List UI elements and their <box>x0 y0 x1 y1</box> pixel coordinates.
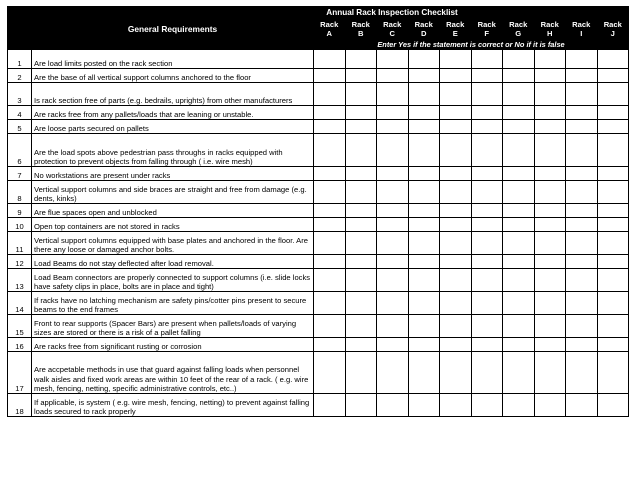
answer-cell-rack-i[interactable] <box>566 69 598 83</box>
answer-cell-rack-g[interactable] <box>503 218 535 232</box>
row-number: 16 <box>8 338 32 352</box>
answer-cell-rack-b[interactable] <box>345 106 377 120</box>
answer-cell-rack-e[interactable] <box>440 232 472 255</box>
answer-cell-rack-h[interactable] <box>534 315 566 338</box>
answer-cell-rack-a[interactable] <box>314 352 346 394</box>
answer-cell-rack-a[interactable] <box>314 255 346 269</box>
requirement-text: Are load limits posted on the rack section <box>32 50 314 69</box>
answer-cell-rack-j[interactable] <box>597 204 629 218</box>
answer-cell-rack-c[interactable] <box>377 134 409 167</box>
answer-cell-rack-b[interactable] <box>345 50 377 69</box>
answer-cell-rack-g[interactable] <box>503 269 535 292</box>
row-number: 14 <box>8 292 32 315</box>
answer-cell-rack-a[interactable] <box>314 204 346 218</box>
checklist-row <box>8 338 629 352</box>
checklist-row <box>8 352 629 394</box>
answer-cell-rack-f[interactable] <box>471 106 503 120</box>
answer-cell-rack-a[interactable] <box>314 134 346 167</box>
answer-cell-rack-i[interactable] <box>566 292 598 315</box>
answer-cell-rack-j[interactable] <box>597 120 629 134</box>
answer-cell-rack-a[interactable] <box>314 181 346 204</box>
answer-cell-rack-f[interactable] <box>471 181 503 204</box>
answer-cell-rack-b[interactable] <box>345 338 377 352</box>
answer-cell-rack-a[interactable] <box>314 69 346 83</box>
answer-cell-rack-i[interactable] <box>566 315 598 338</box>
answer-cell-rack-g[interactable] <box>503 352 535 394</box>
answer-cell-rack-g[interactable] <box>503 255 535 269</box>
answer-cell-rack-f[interactable] <box>471 218 503 232</box>
answer-cell-rack-e[interactable] <box>440 352 472 394</box>
answer-cell-rack-j[interactable] <box>597 218 629 232</box>
answer-cell-rack-e[interactable] <box>440 120 472 134</box>
answer-cell-rack-a[interactable] <box>314 232 346 255</box>
answer-cell-rack-j[interactable] <box>597 69 629 83</box>
answer-cell-rack-j[interactable] <box>597 167 629 181</box>
answer-cell-rack-g[interactable] <box>503 394 535 417</box>
rack-inspection-checklist <box>7 6 628 417</box>
answer-cell-rack-c[interactable] <box>377 106 409 120</box>
answer-cell-rack-f[interactable] <box>471 167 503 181</box>
row-number: 17 <box>8 352 32 394</box>
requirement-text: Front to rear supports (Spacer Bars) are present when pallets/loads of varying sizes are stored or there is a risk of a pallet falling <box>32 315 314 338</box>
checklist-row <box>8 50 629 69</box>
answer-cell-rack-d[interactable] <box>408 167 440 181</box>
answer-cell-rack-h[interactable] <box>534 167 566 181</box>
answer-cell-rack-b[interactable] <box>345 120 377 134</box>
checklist-row <box>8 218 629 232</box>
answer-cell-rack-a[interactable] <box>314 218 346 232</box>
answer-cell-rack-d[interactable] <box>408 50 440 69</box>
answer-cell-rack-b[interactable] <box>345 315 377 338</box>
row-number: 11 <box>8 232 32 255</box>
checklist-row <box>8 69 629 83</box>
answer-cell-rack-d[interactable] <box>408 69 440 83</box>
answer-cell-rack-i[interactable] <box>566 232 598 255</box>
answer-cell-rack-d[interactable] <box>408 83 440 106</box>
answer-cell-rack-f[interactable] <box>471 204 503 218</box>
answer-cell-rack-b[interactable] <box>345 269 377 292</box>
row-number: 15 <box>8 315 32 338</box>
answer-cell-rack-h[interactable] <box>534 106 566 120</box>
row-number: 8 <box>8 181 32 204</box>
answer-cell-rack-i[interactable] <box>566 338 598 352</box>
answer-cell-rack-g[interactable] <box>503 167 535 181</box>
answer-cell-rack-i[interactable] <box>566 167 598 181</box>
answer-cell-rack-h[interactable] <box>534 69 566 83</box>
answer-cell-rack-e[interactable] <box>440 69 472 83</box>
answer-cell-rack-c[interactable] <box>377 181 409 204</box>
answer-cell-rack-e[interactable] <box>440 269 472 292</box>
answer-cell-rack-d[interactable] <box>408 269 440 292</box>
checklist-table <box>7 6 629 417</box>
answer-cell-rack-i[interactable] <box>566 218 598 232</box>
answer-cell-rack-j[interactable] <box>597 181 629 204</box>
answer-cell-rack-g[interactable] <box>503 232 535 255</box>
answer-cell-rack-b[interactable] <box>345 394 377 417</box>
requirement-text: Open top containers are not stored in racks <box>32 218 314 232</box>
rack-header-j: Rack J <box>597 19 629 41</box>
answer-cell-rack-j[interactable] <box>597 394 629 417</box>
answer-cell-rack-b[interactable] <box>345 83 377 106</box>
checklist-row <box>8 181 629 204</box>
answer-cell-rack-d[interactable] <box>408 232 440 255</box>
checklist-row <box>8 269 629 292</box>
answer-cell-rack-i[interactable] <box>566 394 598 417</box>
checklist-row <box>8 315 629 338</box>
answer-cell-rack-d[interactable] <box>408 134 440 167</box>
checklist-row <box>8 394 629 417</box>
requirement-text: No workstations are present under racks <box>32 167 314 181</box>
answer-cell-rack-d[interactable] <box>408 204 440 218</box>
checklist-row <box>8 232 629 255</box>
answer-cell-rack-c[interactable] <box>377 352 409 394</box>
answer-cell-rack-h[interactable] <box>534 255 566 269</box>
rack-header-g: Rack G <box>503 19 535 41</box>
answer-cell-rack-c[interactable] <box>377 338 409 352</box>
answer-cell-rack-i[interactable] <box>566 83 598 106</box>
answer-cell-rack-e[interactable] <box>440 106 472 120</box>
checklist-row <box>8 120 629 134</box>
answer-cell-rack-c[interactable] <box>377 50 409 69</box>
answer-cell-rack-a[interactable] <box>314 167 346 181</box>
answer-cell-rack-e[interactable] <box>440 255 472 269</box>
rack-header-h: Rack H <box>534 19 566 41</box>
answer-cell-rack-b[interactable] <box>345 255 377 269</box>
answer-cell-rack-i[interactable] <box>566 352 598 394</box>
answer-cell-rack-c[interactable] <box>377 204 409 218</box>
answer-cell-rack-f[interactable] <box>471 255 503 269</box>
answer-cell-rack-j[interactable] <box>597 83 629 106</box>
answer-cell-rack-h[interactable] <box>534 292 566 315</box>
answer-cell-rack-f[interactable] <box>471 50 503 69</box>
answer-cell-rack-a[interactable] <box>314 292 346 315</box>
row-number: 3 <box>8 83 32 106</box>
rack-header-c: Rack C <box>377 19 409 41</box>
answer-cell-rack-e[interactable] <box>440 134 472 167</box>
answer-cell-rack-c[interactable] <box>377 120 409 134</box>
answer-cell-rack-f[interactable] <box>471 69 503 83</box>
answer-cell-rack-g[interactable] <box>503 292 535 315</box>
requirement-text: Is rack section free of parts (e.g. bedrails, uprights) from other manufacturers <box>32 83 314 106</box>
checklist-row <box>8 204 629 218</box>
answer-cell-rack-h[interactable] <box>534 83 566 106</box>
checklist-title: Annual Rack Inspection Checklist <box>8 7 629 19</box>
answer-cell-rack-c[interactable] <box>377 69 409 83</box>
answer-cell-rack-g[interactable] <box>503 83 535 106</box>
answer-cell-rack-a[interactable] <box>314 269 346 292</box>
answer-cell-rack-e[interactable] <box>440 394 472 417</box>
answer-cell-rack-g[interactable] <box>503 120 535 134</box>
rack-header-f: Rack F <box>471 19 503 41</box>
row-number: 4 <box>8 106 32 120</box>
general-requirements-header: General Requirements <box>32 19 314 41</box>
answer-cell-rack-d[interactable] <box>408 218 440 232</box>
answer-cell-rack-c[interactable] <box>377 315 409 338</box>
answer-cell-rack-a[interactable] <box>314 120 346 134</box>
answer-cell-rack-f[interactable] <box>471 338 503 352</box>
answer-cell-rack-a[interactable] <box>314 106 346 120</box>
answer-cell-rack-i[interactable] <box>566 255 598 269</box>
rack-header-a: Rack A <box>314 19 346 41</box>
answer-cell-rack-i[interactable] <box>566 120 598 134</box>
answer-cell-rack-h[interactable] <box>534 181 566 204</box>
answer-cell-rack-f[interactable] <box>471 269 503 292</box>
answer-cell-rack-j[interactable] <box>597 106 629 120</box>
rack-header-d: Rack D <box>408 19 440 41</box>
row-number: 6 <box>8 134 32 167</box>
answer-cell-rack-f[interactable] <box>471 292 503 315</box>
checklist-row <box>8 134 629 167</box>
answer-cell-rack-i[interactable] <box>566 181 598 204</box>
answer-cell-rack-h[interactable] <box>534 204 566 218</box>
answer-cell-rack-c[interactable] <box>377 292 409 315</box>
answer-cell-rack-e[interactable] <box>440 83 472 106</box>
checklist-row <box>8 106 629 120</box>
answer-cell-rack-e[interactable] <box>440 218 472 232</box>
answer-cell-rack-g[interactable] <box>503 204 535 218</box>
rack-header-e: Rack E <box>440 19 472 41</box>
requirement-text: Are loose parts secured on pallets <box>32 120 314 134</box>
answer-cell-rack-f[interactable] <box>471 352 503 394</box>
rack-header-i: Rack I <box>566 19 598 41</box>
answer-cell-rack-j[interactable] <box>597 269 629 292</box>
answer-cell-rack-e[interactable] <box>440 204 472 218</box>
answer-cell-rack-e[interactable] <box>440 292 472 315</box>
answer-cell-rack-b[interactable] <box>345 218 377 232</box>
answer-cell-rack-b[interactable] <box>345 181 377 204</box>
requirement-text: Are racks free from significant rusting or corrosion <box>32 338 314 352</box>
answer-cell-rack-c[interactable] <box>377 83 409 106</box>
answer-cell-rack-h[interactable] <box>534 338 566 352</box>
answer-cell-rack-b[interactable] <box>345 352 377 394</box>
answer-cell-rack-j[interactable] <box>597 50 629 69</box>
answer-cell-rack-d[interactable] <box>408 394 440 417</box>
row-number: 2 <box>8 69 32 83</box>
answer-cell-rack-e[interactable] <box>440 315 472 338</box>
row-number: 9 <box>8 204 32 218</box>
answer-cell-rack-h[interactable] <box>534 269 566 292</box>
answer-cell-rack-a[interactable] <box>314 83 346 106</box>
answer-cell-rack-h[interactable] <box>534 232 566 255</box>
answer-cell-rack-g[interactable] <box>503 181 535 204</box>
requirement-text: If applicable, is system ( e.g. wire mesh, fencing, netting) to prevent against falling loads secured to rack properly <box>32 394 314 417</box>
answer-cell-rack-d[interactable] <box>408 181 440 204</box>
answer-cell-rack-f[interactable] <box>471 394 503 417</box>
answer-cell-rack-c[interactable] <box>377 232 409 255</box>
answer-cell-rack-b[interactable] <box>345 204 377 218</box>
answer-cell-rack-b[interactable] <box>345 232 377 255</box>
answer-cell-rack-d[interactable] <box>408 106 440 120</box>
answer-cell-rack-f[interactable] <box>471 120 503 134</box>
answer-cell-rack-i[interactable] <box>566 50 598 69</box>
answer-cell-rack-h[interactable] <box>534 120 566 134</box>
answer-cell-rack-g[interactable] <box>503 338 535 352</box>
answer-cell-rack-g[interactable] <box>503 50 535 69</box>
requirement-text: If racks have no latching mechanism are safety pins/cotter pins present to secure beams to the end frames <box>32 292 314 315</box>
answer-cell-rack-g[interactable] <box>503 106 535 120</box>
requirement-text: Are racks free from any pallets/loads that are leaning or unstable. <box>32 106 314 120</box>
answer-cell-rack-e[interactable] <box>440 338 472 352</box>
answer-cell-rack-h[interactable] <box>534 218 566 232</box>
requirement-text: Are the load spots above pedestrian pass throughs in racks equipped with protection to prevent objects from falling through ( i.e. wire mesh) <box>32 134 314 167</box>
row-number: 10 <box>8 218 32 232</box>
requirement-text: Are accpetable methods in use that guard against falling loads when personnel walk aisles and fixed work areas are within 10 feet of the rear of a rack. ( e.g. wire mesh, fencing, netting, specific administrative controls, etc..) <box>32 352 314 394</box>
answer-cell-rack-c[interactable] <box>377 394 409 417</box>
checklist-row <box>8 292 629 315</box>
answer-cell-rack-d[interactable] <box>408 120 440 134</box>
answer-cell-rack-d[interactable] <box>408 352 440 394</box>
answer-cell-rack-j[interactable] <box>597 134 629 167</box>
answer-cell-rack-j[interactable] <box>597 315 629 338</box>
answer-cell-rack-a[interactable] <box>314 315 346 338</box>
answer-cell-rack-e[interactable] <box>440 181 472 204</box>
answer-cell-rack-a[interactable] <box>314 50 346 69</box>
answer-cell-rack-h[interactable] <box>534 394 566 417</box>
answer-cell-rack-g[interactable] <box>503 315 535 338</box>
checklist-row <box>8 167 629 181</box>
row-number: 5 <box>8 120 32 134</box>
answer-cell-rack-j[interactable] <box>597 352 629 394</box>
requirement-text: Vertical support columns equipped with base plates and anchored in the floor. Are there any loose or damaged anchor bolts. <box>32 232 314 255</box>
answer-cell-rack-i[interactable] <box>566 106 598 120</box>
answer-cell-rack-i[interactable] <box>566 204 598 218</box>
answer-cell-rack-a[interactable] <box>314 338 346 352</box>
answer-cell-rack-h[interactable] <box>534 50 566 69</box>
checklist-row <box>8 83 629 106</box>
requirement-text: Load Beams do not stay deflected after load removal. <box>32 255 314 269</box>
answer-cell-rack-j[interactable] <box>597 338 629 352</box>
row-number: 1 <box>8 50 32 69</box>
answer-cell-rack-e[interactable] <box>440 50 472 69</box>
answer-cell-rack-b[interactable] <box>345 69 377 83</box>
answer-cell-rack-i[interactable] <box>566 134 598 167</box>
requirement-text: Vertical support columns and side braces are straight and free from damage (e.g. dents, kinks) <box>32 181 314 204</box>
row-number: 12 <box>8 255 32 269</box>
answer-cell-rack-f[interactable] <box>471 134 503 167</box>
row-number: 13 <box>8 269 32 292</box>
instruction-text: Enter Yes if the statement is correct or No if it is false <box>314 41 629 50</box>
answer-cell-rack-b[interactable] <box>345 134 377 167</box>
row-number: 18 <box>8 394 32 417</box>
answer-cell-rack-j[interactable] <box>597 232 629 255</box>
answer-cell-rack-b[interactable] <box>345 167 377 181</box>
answer-cell-rack-a[interactable] <box>314 394 346 417</box>
rack-header-b: Rack B <box>345 19 377 41</box>
answer-cell-rack-d[interactable] <box>408 315 440 338</box>
answer-cell-rack-g[interactable] <box>503 134 535 167</box>
requirement-text: Are flue spaces open and unblocked <box>32 204 314 218</box>
answer-cell-rack-f[interactable] <box>471 315 503 338</box>
answer-cell-rack-i[interactable] <box>566 269 598 292</box>
answer-cell-rack-c[interactable] <box>377 167 409 181</box>
answer-cell-rack-c[interactable] <box>377 218 409 232</box>
requirement-text: Load Beam connectors are properly connected to support columns (i.e. slide locks have safety clips in place, bolts are in place and tight) <box>32 269 314 292</box>
row-number: 7 <box>8 167 32 181</box>
answer-cell-rack-f[interactable] <box>471 83 503 106</box>
answer-cell-rack-c[interactable] <box>377 255 409 269</box>
checklist-row <box>8 255 629 269</box>
answer-cell-rack-d[interactable] <box>408 292 440 315</box>
answer-cell-rack-f[interactable] <box>471 232 503 255</box>
answer-cell-rack-h[interactable] <box>534 352 566 394</box>
requirement-text: Are the base of all vertical support columns anchored to the floor <box>32 69 314 83</box>
answer-cell-rack-d[interactable] <box>408 338 440 352</box>
answer-cell-rack-e[interactable] <box>440 167 472 181</box>
answer-cell-rack-h[interactable] <box>534 134 566 167</box>
answer-cell-rack-d[interactable] <box>408 255 440 269</box>
answer-cell-rack-j[interactable] <box>597 255 629 269</box>
answer-cell-rack-g[interactable] <box>503 69 535 83</box>
answer-cell-rack-c[interactable] <box>377 269 409 292</box>
answer-cell-rack-j[interactable] <box>597 292 629 315</box>
answer-cell-rack-b[interactable] <box>345 292 377 315</box>
